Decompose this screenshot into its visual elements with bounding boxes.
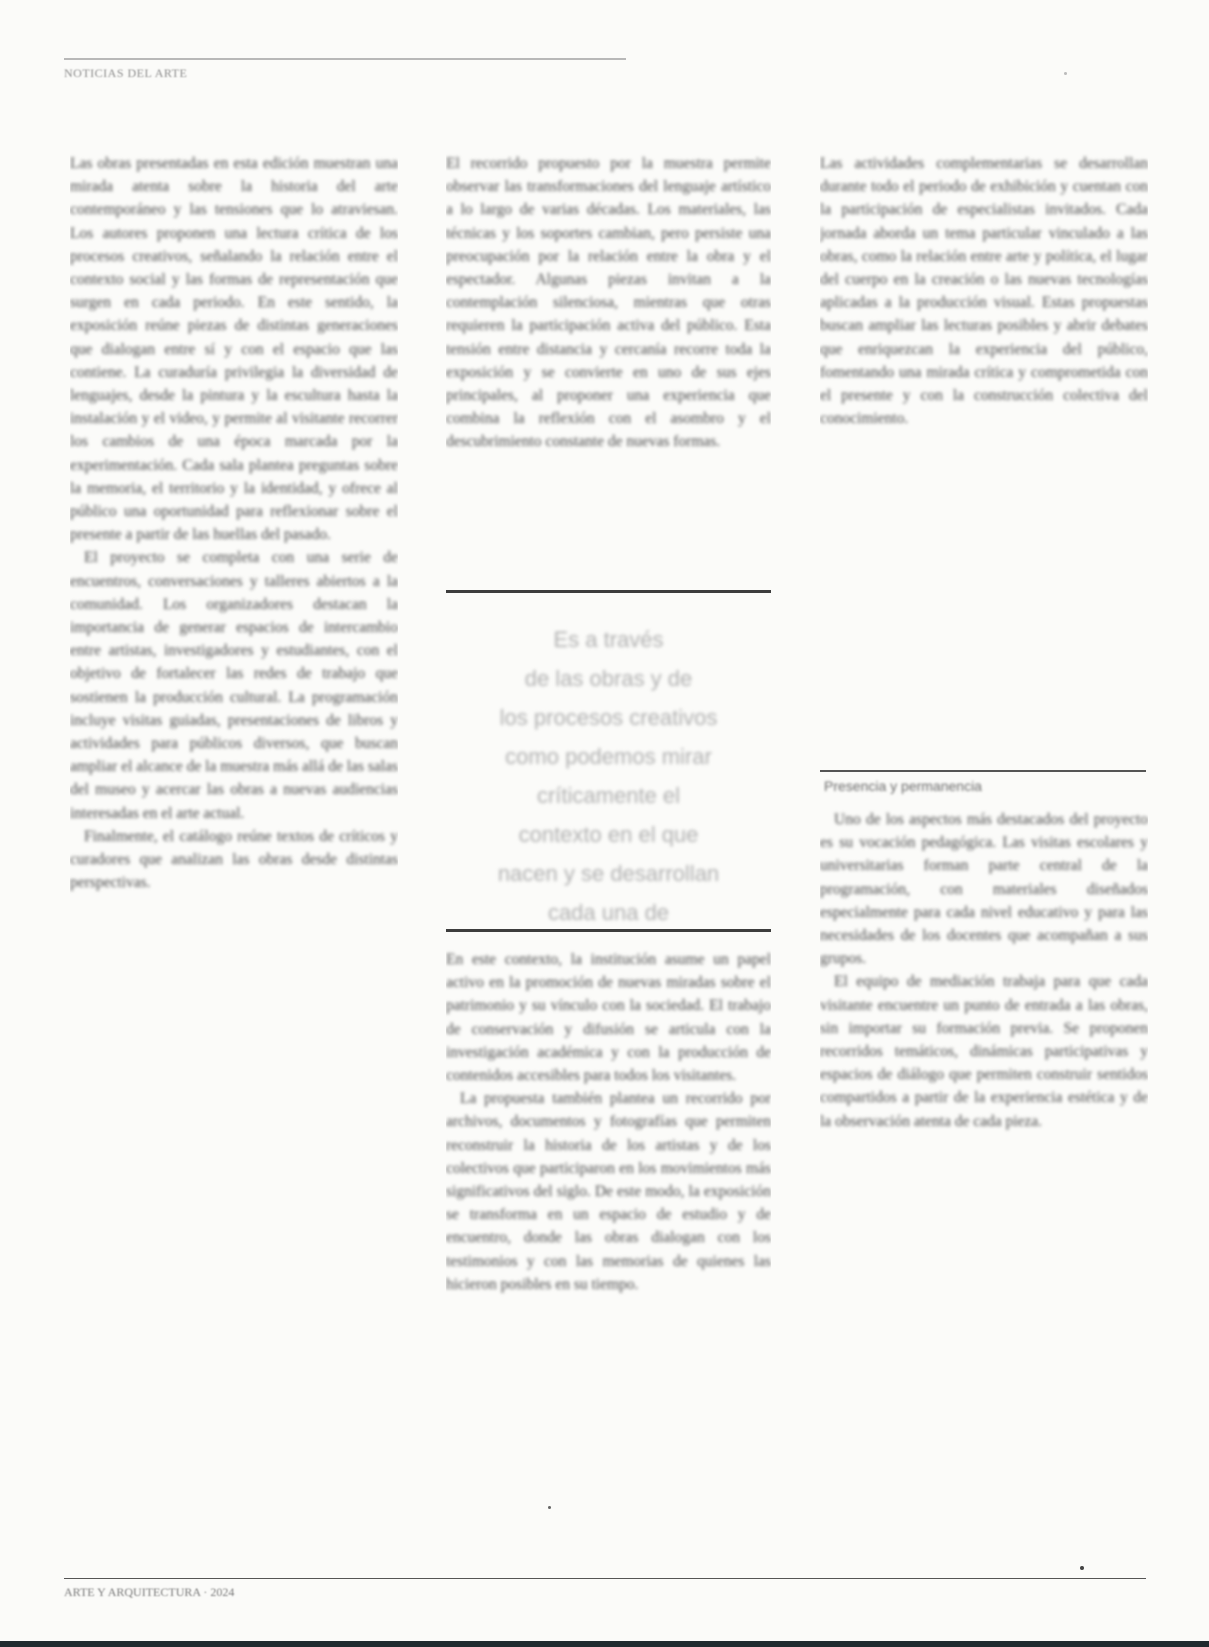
paragraph: La propuesta también plantea un recorrido por archivos, documentos y fotografías que permiten reconstruir la historia de los artistas y de los colectivos que participaron en los movimientos más significativos del siglo. De este modo, la exposición se transforma en un espacio de estudio y de encuentro, donde las obras dialogan con los testimonios y con las memorias de quienes las hicieron posibles en su tiempo. xyxy=(446,1090,771,1293)
paragraph: En este contexto, la institución asume un papel activo en la promoción de nuevas miradas sobre el patrimonio y su vínculo con la sociedad. El trabajo de conservación y difusión se articula con la investigación académica y con la producción de contenidos accesibles para todos los visitantes. xyxy=(446,951,771,1085)
top-rule xyxy=(64,58,626,60)
pull-quote xyxy=(446,590,771,932)
speck xyxy=(1080,1566,1084,1570)
pull-quote-line: como podemos mirar xyxy=(505,744,712,769)
column-right-top xyxy=(820,152,1148,760)
pull-quote-bottom-rule xyxy=(446,929,771,932)
paragraph: Uno de los aspectos más destacados del proyecto es su vocación pedagógica. Las visitas escolares y universitarias forman parte central de la programación, con materiales diseñados especialmente para cada nivel educativo y para las necesidades de los docentes que acompañan a sus grupos. xyxy=(820,811,1148,968)
pull-quote-line: Es a través xyxy=(553,627,664,652)
paragraph: El proyecto se completa con una serie de encuentros, conversaciones y talleres abiertos a la comunidad. Los organizadores destacan la importancia de generar espacios de intercambio entre artistas, investigadores y estudiantes, con el objetivo de fortalecer las redes de trabajo que sostienen la producción cultural. La programación incluye visitas guiadas, presentaciones de libros y actividades para públicos diversos, que buscan ampliar el alcance de la muestra más allá de las salas del museo y acercar las obras a nuevas audiencias interesadas en el arte actual. xyxy=(70,549,398,822)
pull-quote-text xyxy=(454,620,763,932)
speck xyxy=(548,1506,551,1509)
speck xyxy=(1064,72,1067,75)
running-foot: ARTE Y ARQUITECTURA · 2024 xyxy=(64,1585,235,1599)
column-middle-top xyxy=(446,152,771,562)
paragraph: El recorrido propuesto por la muestra permite observar las transformaciones del lenguaje artístico a lo largo de varias décadas. Los materiales, las técnicas y los soportes cambian, pero persiste una preocupación por la relación entre la obra y el espectador. Algunas piezas invitan a la contemplación silenciosa, mientras que otras requieren la participación activa del público. Esta tensión entre distancia y cercanía recorre toda la exposición y se convierte en uno de sus ejes principales, al proponer una experiencia que combina la reflexión con el asombro y el descubrimiento constante de nuevas formas. xyxy=(446,155,771,451)
pull-quote-line: críticamente el xyxy=(536,783,681,808)
section-heading: Presencia y permanencia xyxy=(824,778,982,794)
paragraph: Las obras presentadas en esta edición muestran una mirada atenta sobre la historia del arte contemporáneo y las tensiones que lo atraviesan. Los autores proponen una lectura crítica de los procesos creativos, señalando la relación entre el contexto social y las formas de representación que surgen en cada periodo. En este sentido, la exposición reúne piezas de distintas generaciones que dialogan entre sí y con el espacio que las contiene. La curaduría privilegia la diversidad de lenguajes, desde la pintura y la escultura hasta la instalación y el video, y permite al visitante recorrer los cambios de una época marcada por la experimentación. Cada sala plantea preguntas sobre la memoria, el territorio y la identidad, y ofrece al público una oportunidad para reflexionar sobre el presente a partir de las huellas del pasado. xyxy=(70,155,398,544)
pull-quote-line: contexto en el que xyxy=(518,822,699,847)
pull-quote-line: los procesos creativos xyxy=(499,705,718,730)
pull-quote-top-rule xyxy=(446,590,771,593)
paragraph: El equipo de mediación trabaja para que cada visitante encuentre un punto de entrada a las obras, sin importar su formación previa. Se proponen recorridos temáticos, dinámicas participativas y espacios de diálogo que permiten construir sentidos compartidos a partir de la experiencia estética y de la observación atenta de cada pieza. xyxy=(820,973,1148,1130)
column-left xyxy=(70,152,398,1508)
pull-quote-line: cada una de xyxy=(547,900,670,925)
paragraph: Las actividades complementarias se desarrollan durante todo el periodo de exhibición y cuentan con la participación de especialistas invitados. Cada jornada aborda un tema particular vinculado a las obras, como la relación entre arte y política, el lugar del cuerpo en la creación o las nuevas tecnologías aplicadas a la producción visual. Estas propuestas buscan ampliar las lecturas posibles y abrir debates que enriquezcan la experiencia del público, fomentando una mirada crítica y comprometida con el presente y con la construcción colectiva del conocimiento. xyxy=(820,155,1148,428)
column-right-bottom xyxy=(820,808,1148,1508)
running-head: NOTICIAS DEL ARTE xyxy=(64,66,188,80)
pull-quote-line: de las obras y de xyxy=(524,666,693,691)
bottom-rule xyxy=(64,1578,1146,1579)
pull-quote-line: nacen y se desarrollan xyxy=(497,861,720,886)
scan-edge xyxy=(0,1641,1209,1647)
section-rule xyxy=(820,770,1146,772)
column-middle-bottom xyxy=(446,948,771,1510)
paragraph: Finalmente, el catálogo reúne textos de críticos y curadores que analizan las obras desde distintas perspectivas. xyxy=(70,827,398,892)
